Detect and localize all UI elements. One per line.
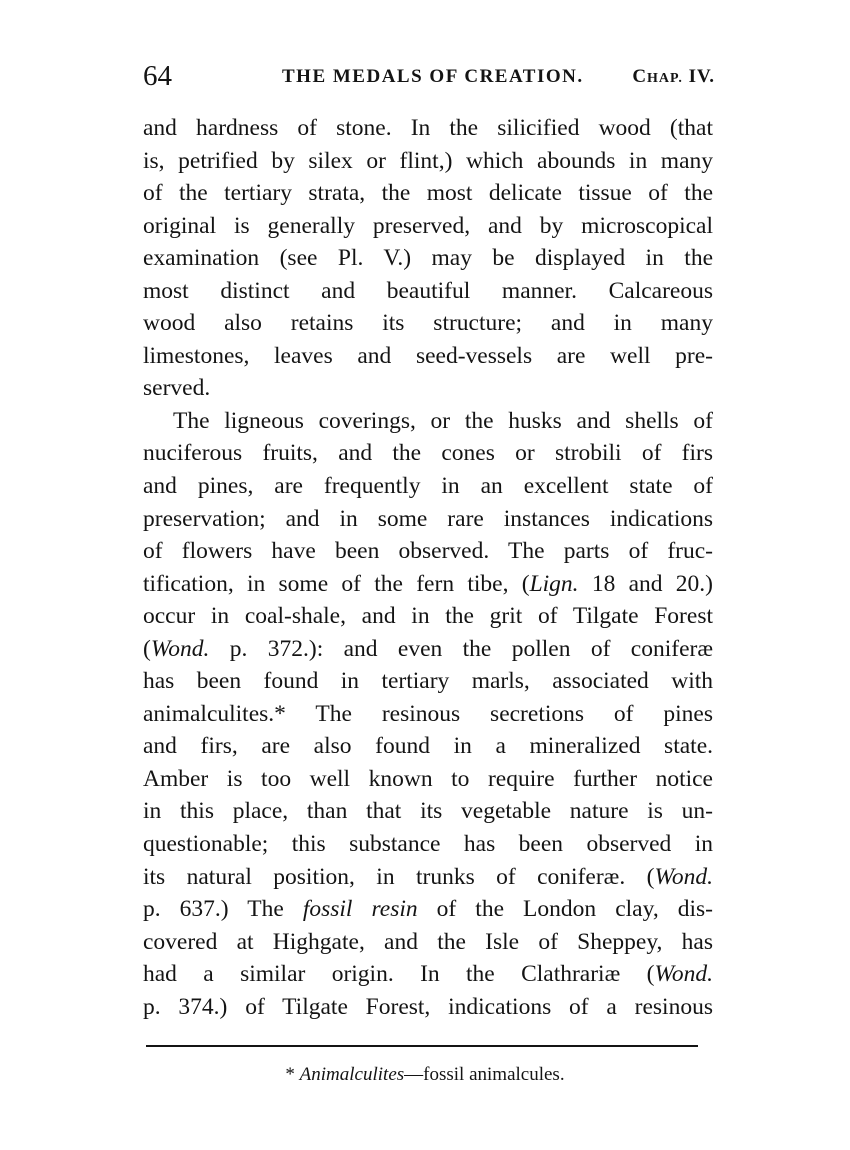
body-text [143,112,713,1023]
text-line: served. [143,375,211,402]
text-line: p. 374.) of Tilgate Forest, indications of a resinous [143,993,713,1020]
footnote-term: Animalculites [299,1064,405,1085]
text-line: covered at Highgate, and the Isle of Sheppey, has [143,928,713,955]
citation-abbrev: Wond. [654,961,713,988]
text-line: nuciferous fruits, and the cones or strobili of firs [143,440,713,467]
footnote-marker: * [285,1064,300,1085]
text-line: animalculites.* The resinous secretions of pines [143,700,713,727]
text-line: (Wond. p. 372.): and even the pollen of coniferæ [143,635,713,662]
text-line: and pines, are frequently in an excellent state of [143,473,713,500]
book-title: THE MEDALS OF CREATION. [282,66,584,87]
text-line: most distinct and beautiful manner. Calcareous [143,277,713,304]
text-line: examination (see Pl. V.) may be displayed in the [143,245,713,272]
text-line: is, petrified by silex or flint,) which abounds in many [143,147,713,174]
text-line: of flowers have been observed. The parts of fruc- [143,538,713,565]
citation-abbrev: Wond. [150,635,210,662]
text-line: original is generally preserved, and by microscopical [143,212,713,239]
chapter-numeral: IV. [688,66,715,87]
text-line: of the tertiary strata, the most delicate tissue of the [143,180,713,207]
footnote [0,1062,850,1088]
text-line: limestones, leaves and seed-vessels are well pre- [143,342,713,369]
text-line: questionable; this substance has been observed in [143,831,713,858]
chapter-label: HAP. [647,71,683,86]
text-line: p. 637.) The fossil resin of the London clay, dis- [143,896,713,923]
text-line: Amber is too well known to require further notice [143,765,713,792]
chapter-initial: C [632,66,648,87]
paragraph-first-line: The ligneous coverings, or the husks and shells of [173,407,713,434]
text-line: and firs, are also found in a mineralized state. [143,733,713,760]
citation-abbrev: Wond. [654,863,713,890]
page-number: 64 [143,60,172,92]
emphasis-term: fossil resin [302,896,418,923]
chapter-reference [632,66,715,88]
text-line: had a similar origin. In the Clathrariæ (Wond. [143,961,713,988]
footnote-definition: —fossil animalcules. [404,1064,565,1085]
text-line: tification, in some of the fern tibe, (Lign. 18 and 20.) [143,570,713,597]
text-line: preservation; and in some rare instances indications [143,505,713,532]
text-line: wood also retains its structure; and in many [143,310,713,337]
footnote-divider [146,1045,698,1047]
text-line: in this place, than that its vegetable nature is un- [143,798,713,825]
text-line: and hardness of stone. In the silicified wood (that [143,115,713,141]
text-line: its natural position, in trunks of coniferæ. (Wond. [143,863,713,890]
running-head [143,60,717,94]
citation-abbrev: Lign. [529,570,579,597]
text-line: has been found in tertiary marls, associated with [143,668,713,695]
text-line: occur in coal-shale, and in the grit of Tilgate Forest [143,603,713,630]
